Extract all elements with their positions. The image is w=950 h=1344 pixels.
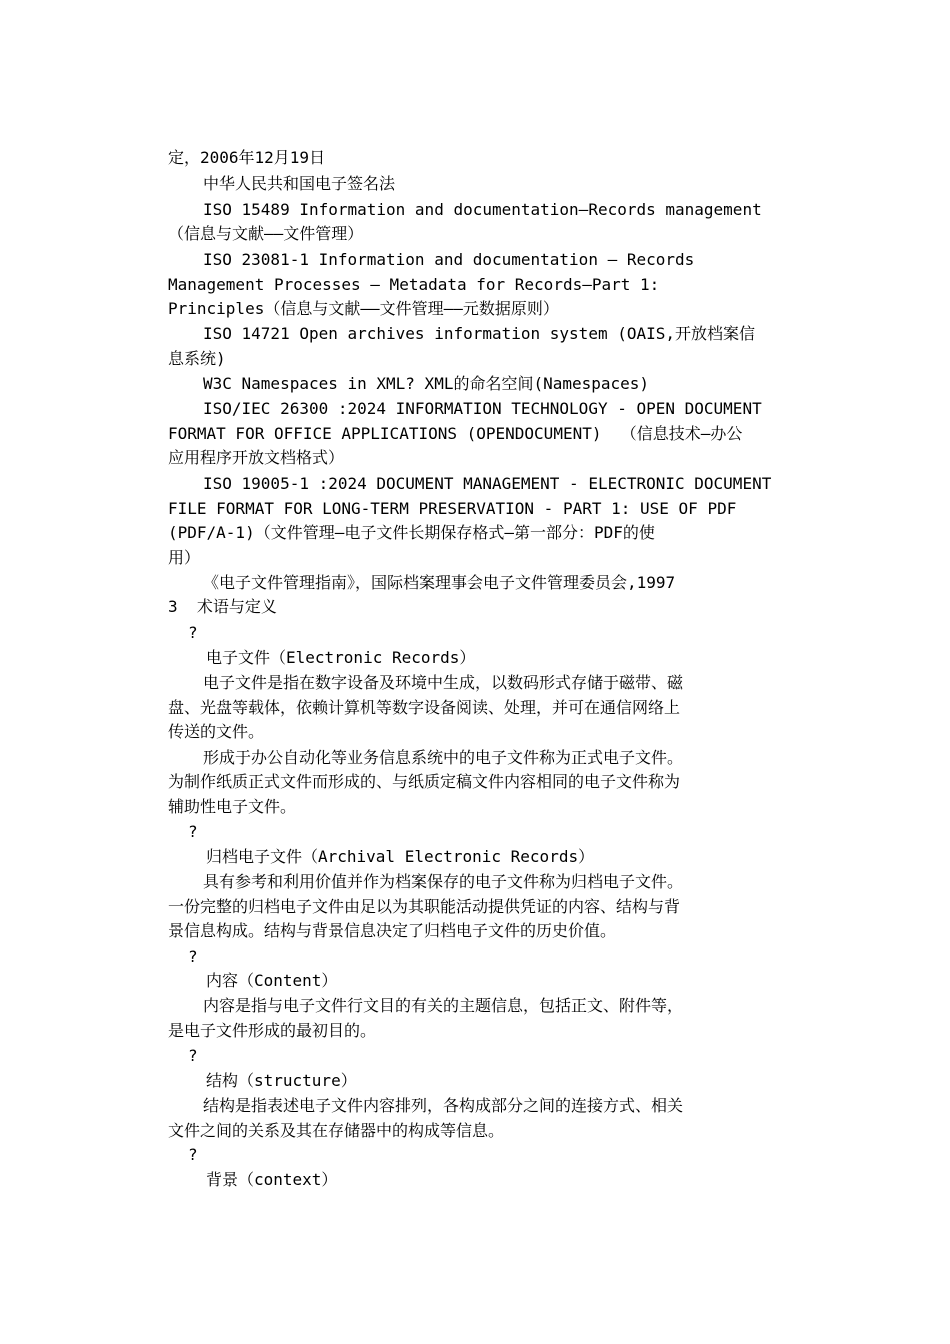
term-heading: 归档电子文件（Archival Electronic Records）	[206, 847, 595, 866]
placeholder-glyph: ?	[188, 947, 198, 966]
text-line: （信息与文献——文件管理）	[168, 224, 364, 243]
definition-line: 盘、光盘等载体，依赖计算机等数字设备阅读、处理，并可在通信网络上	[168, 698, 681, 717]
text-line: FORMAT FOR OFFICE APPLICATIONS (OPENDOCUMENT) （信息技术—办公	[168, 424, 743, 443]
reference-item: ISO 14721 Open archives information system (OAIS,开放档案信	[203, 324, 756, 343]
definition-line: 传送的文件。	[168, 722, 265, 741]
reference-item: ISO/IEC 26300 :2024 INFORMATION TECHNOLOGY - OPEN DOCUMENT	[203, 399, 762, 418]
definition-line: 内容是指与电子文件行文目的有关的主题信息，包括正文、附件等，	[203, 996, 684, 1015]
text-line: 息系统)	[168, 349, 226, 368]
reference-item: 中华人民共和国电子签名法	[203, 174, 396, 193]
definition-line: 文件之间的关系及其在存储器中的构成等信息。	[168, 1121, 505, 1140]
term-heading: 电子文件（Electronic Records）	[206, 648, 476, 667]
definition-line: 结构是指表述电子文件内容排列，各构成部分之间的连接方式、相关	[203, 1096, 684, 1115]
text-line: FILE FORMAT FOR LONG-TERM PRESERVATION - PART 1: USE OF PDF	[168, 499, 737, 518]
term-heading: 背景（context）	[206, 1170, 338, 1189]
definition-line: 是电子文件形成的最初目的。	[168, 1021, 377, 1040]
definition-line: 形成于办公自动化等业务信息系统中的电子文件称为正式电子文件。	[203, 748, 684, 767]
definition-line: 电子文件是指在数字设备及环境中生成，以数码形式存储于磁带、磁	[203, 673, 684, 692]
text-line: 用）	[168, 548, 201, 567]
reference-item: ISO 19005-1 :2024 DOCUMENT MANAGEMENT - ELECTRONIC DOCUMENT	[203, 474, 772, 493]
text-line: (PDF/A-1)（文件管理—电子文件长期保存格式—第一部分：PDF的使	[168, 523, 655, 542]
placeholder-glyph: ?	[188, 623, 198, 642]
text-line: 应用程序开放文档格式）	[168, 448, 345, 467]
placeholder-glyph: ?	[188, 1145, 198, 1164]
definition-line: 景信息构成。结构与背景信息决定了归档电子文件的历史价值。	[168, 921, 617, 940]
reference-item: W3C Namespaces in XML? XML的命名空间(Namespaces)	[203, 374, 650, 393]
placeholder-glyph: ?	[188, 1046, 198, 1065]
reference-item: ISO 23081-1 Information and documentation – Records	[203, 250, 695, 269]
text-line: 定，2006年12月19日	[168, 148, 326, 167]
term-heading: 内容（Content）	[206, 971, 338, 990]
definition-line: 为制作纸质正式文件而形成的、与纸质定稿文件内容相同的电子文件称为	[168, 772, 681, 791]
section-heading: 3 术语与定义	[168, 597, 277, 616]
reference-item: 《电子文件管理指南》，国际档案理事会电子文件管理委员会,1997	[203, 573, 676, 592]
term-heading: 结构（structure）	[206, 1071, 357, 1090]
definition-line: 一份完整的归档电子文件由足以为其职能活动提供凭证的内容、结构与背	[168, 897, 681, 916]
reference-item: ISO 15489 Information and documentation—Records management	[203, 200, 762, 219]
text-line: Management Processes – Metadata for Records—Part 1:	[168, 275, 660, 294]
text-line: Principles（信息与文献——文件管理——元数据原则）	[168, 299, 559, 318]
definition-line: 具有参考和利用价值并作为档案保存的电子文件称为归档电子文件。	[203, 872, 684, 891]
placeholder-glyph: ?	[188, 822, 198, 841]
definition-line: 辅助性电子文件。	[168, 797, 297, 816]
